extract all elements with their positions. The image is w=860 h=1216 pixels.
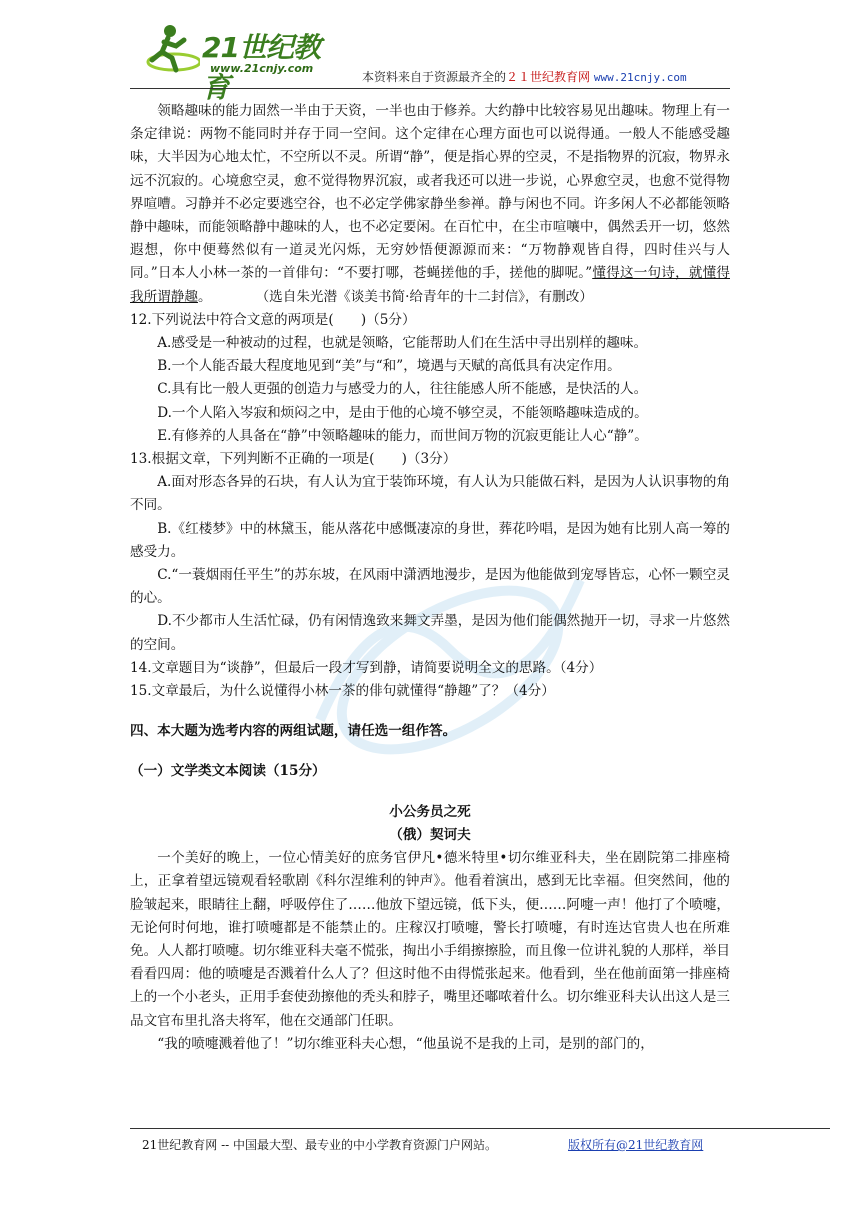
underlined-sentence: 懂得这一句诗，就懂得我所谓静趣 xyxy=(130,265,730,305)
story-paragraph: 一个美好的晚上，一位心情美好的庶务官伊凡•德米特里•切尔维亚科夫，坐在剧院第二排座椅上，正拿着望远镜观看轻歌剧《科尔涅维利的钟声》。他看着演出，感到无比幸福。但突然间，他的脸皱起来，眼睛往上翻，呼吸停住了……他放下望远镜，低下头，便……阿嚏一声！他打了个喷嚏，无论何时何地，谁打喷嚏都是不能禁止的。庄稼汉打喷嚏，警长打喷嚏，有时连达官贵人也在所难免。人人都打喷嚏。切尔维亚科夫毫不慌张，掏出小手绢擦擦脸，而且像一位讲礼貌的人那样，举目看看四周：他的喷嚏是否溅着什么人了？但这时他不由得慌张起来。他看到，坐在他前面第一排座椅上的一个小老头，正用手套使劲擦他的秃头和脖子，嘴里还嘟哝着什么。切尔维亚科夫认出这人是三品文官布里扎洛夫将军，他在交通部门任职。 xyxy=(130,850,730,1029)
q12-option-a: A.感受是一种被动的过程，也就是领略，它能帮助人们在生活中寻出别样的趣味。 xyxy=(157,335,648,352)
footer-copyright-link[interactable]: 版权所有@21世纪教育网 xyxy=(568,1138,704,1152)
story-title: 小公务员之死 xyxy=(389,803,471,820)
passage-source: （选自朱光潜《谈美书简·给青年的十二封信》，有删改） xyxy=(255,288,593,305)
subsection-heading: （一）文学类文本阅读（15分） xyxy=(130,763,326,780)
question-15: 15.文章最后，为什么说懂得小林一茶的俳句就懂得“静趣”了？（4分） xyxy=(130,683,555,700)
section-4-heading: 四、本大题为选考内容的两组试题，请任选一组作答。 xyxy=(130,723,457,740)
question-12-stem: 12.下列说法中符合文意的两项是( )（5分） xyxy=(130,311,416,328)
header-note-site[interactable]: ２１世纪教育网 xyxy=(506,70,591,84)
header-note-prefix: 本资料来自于资源最齐全的 xyxy=(362,70,507,84)
page-footer xyxy=(130,1128,830,1152)
question-13-stem: 13.根据文章，下列判断不正确的一项是( )（3分） xyxy=(130,451,457,468)
q12-option-b: B.一个人能否最大程度地见到“美”与“和”，境遇与天赋的高低具有决定作用。 xyxy=(157,358,621,375)
logo-text: 21世纪教育 xyxy=(202,31,320,104)
q12-option-d: D.一个人陷入岑寂和烦闷之中，是由于他的心境不够空灵，不能领略趣味造成的。 xyxy=(157,404,648,421)
q13-option-b: B.《红楼梦》中的林黛玉，能从落花中感慨凄凉的身世，葬花吟唱，是因为她有比别人高一筹的感受力。 xyxy=(130,520,730,560)
story-author: （俄）契诃夫 xyxy=(389,826,471,843)
q13-option-a: A.面对形态各异的石块，有人认为宜于装饰环境，有人认为只能做石料，是因为人认识事物的角不同。 xyxy=(130,474,730,514)
q12-option-c: C.具有比一般人更强的创造力与感受力的人，往往能感人所不能感，是快活的人。 xyxy=(157,381,648,398)
q13-option-d: D.不少都市人生活忙碌，仍有闲情逸致来舞文弄墨，是因为他们能偶然抛开一切，寻求一片悠然的空间。 xyxy=(130,613,730,653)
q13-option-c: C.“一蓑烟雨任平生”的苏东坡，在风雨中潇洒地漫步，是因为他能做到宠辱皆忘，心怀一颗空灵的心。 xyxy=(130,567,730,607)
story-paragraph: “我的喷嚏溅着他了！”切尔维亚科夫心想，“他虽说不是我的上司，是别的部门的， xyxy=(157,1035,654,1052)
q12-option-e: E.有修养的人具备在“静”中领略趣味的能力，而世间万物的沉寂更能让人心“静”。 xyxy=(157,427,648,444)
footer-divider xyxy=(130,1128,830,1129)
question-14: 14.文章题目为“谈静”，但最后一段才写到静，请简要说明全文的思路。（4分） xyxy=(130,659,603,676)
logo-url: www.21cnjy.com xyxy=(210,62,314,75)
page-header xyxy=(130,22,730,104)
passage-text-end: 。 xyxy=(197,288,212,305)
passage-text: 领略趣味的能力固然一半由于天资，一半也由于修养。大约静中比较容易见出趣味。物理上有一条定律说：两物不能同时并存于同一空间。这个定律在心理方面也可以说得通。一般人不能感受趣味，大半因为心地太忙，不空所以不灵。所谓“静”，便是指心界的空灵，不是指物界的沉寂，物界永远不沉寂的。心境愈空灵，愈不觉得物界沉寂，或者我还可以进一步说，心界愈空灵，也愈不觉得物界喧嘈。习静并不必定要逃空谷，也不必定学佛家静坐参禅。静与闲也不同。许多闲人不必都能领略静中趣味，而能领略静中趣味的人，也不必定要闲。在百忙中，在尘市喧嚷中，偶然丢开一切，悠然遐想，你中便蓦然似有一道灵光闪烁，无穷妙悟便源源而来：“万物静观皆自得，四时佳兴与人同。”日本人小林一茶的一首俳句：“不要打哪，苍蝇搓他的手，搓他的脚呢。” xyxy=(130,103,730,282)
header-note-url[interactable]: www.21cnjy.com xyxy=(593,71,687,84)
header-divider xyxy=(130,88,730,89)
passage-paragraph xyxy=(130,100,730,309)
runner-logo-icon xyxy=(140,22,200,78)
site-logo[interactable] xyxy=(140,22,340,104)
document-body xyxy=(130,100,730,1056)
header-note xyxy=(362,68,687,85)
footer-text: 21世纪教育网 -- 中国最大型、最专业的中小学教育资源门户网站。 xyxy=(142,1138,498,1152)
